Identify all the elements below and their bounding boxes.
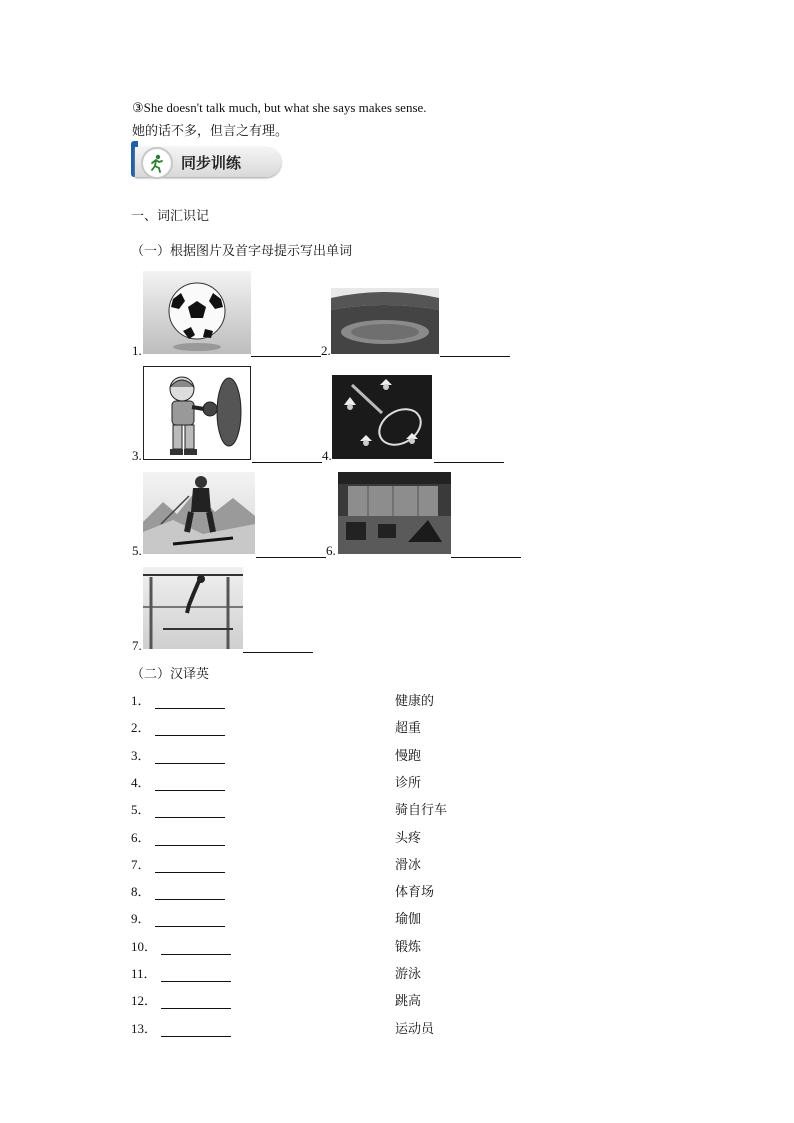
answer-blank[interactable] <box>251 342 321 357</box>
answer-blank[interactable] <box>155 695 225 709</box>
answer-blank[interactable] <box>155 886 225 900</box>
chinese-word: 健康的 <box>395 694 435 709</box>
answer-blank[interactable] <box>434 448 504 463</box>
answer-blank[interactable] <box>161 995 231 1009</box>
row-number: 3． <box>131 747 151 763</box>
item-number: 1. <box>132 343 142 358</box>
answer-blank[interactable] <box>256 543 326 558</box>
soccer-ball-photo <box>143 271 251 354</box>
translation-row <box>131 827 225 847</box>
circled-number: ③ <box>132 100 144 115</box>
answer-blank[interactable] <box>161 1023 231 1037</box>
stadium-photo <box>331 288 439 354</box>
chinese-word: 运动员 <box>395 1021 435 1037</box>
answer-blank[interactable] <box>161 941 231 955</box>
translation-row <box>131 717 225 737</box>
row-number: 8． <box>131 884 151 900</box>
row-number: 13． <box>131 1020 158 1036</box>
answer-blank[interactable] <box>155 859 225 873</box>
sentence-en-text: She doesn't talk much, but what she says makes sense. <box>143 100 427 115</box>
badminton-photo <box>332 375 432 459</box>
answer-blank[interactable] <box>440 342 510 357</box>
banner-title: 同步训练 <box>181 154 242 172</box>
answer-blank[interactable] <box>155 832 225 846</box>
translation-row <box>131 1018 231 1038</box>
answer-blank[interactable] <box>155 777 225 791</box>
answer-blank[interactable] <box>155 913 225 927</box>
example-sentence-en <box>132 100 427 116</box>
answer-blank[interactable] <box>451 543 521 558</box>
row-number: 1． <box>131 693 151 708</box>
answer-blank[interactable] <box>155 750 225 764</box>
example-sentence-zh: 她的话不多，但言之有理。 <box>132 124 289 139</box>
translation-row <box>131 881 225 901</box>
chinese-word: 慢跑 <box>395 748 422 764</box>
row-number: 10． <box>131 938 158 954</box>
answer-blank[interactable] <box>252 448 322 463</box>
chinese-word: 头疼 <box>395 830 422 846</box>
row-number: 11． <box>131 966 157 981</box>
section-banner <box>131 141 283 183</box>
translation-row <box>131 936 231 956</box>
item-number: 2. <box>321 343 331 358</box>
row-number: 2． <box>131 720 151 736</box>
chinese-word: 诊所 <box>395 775 422 791</box>
answer-blank[interactable] <box>161 968 231 982</box>
translation-row <box>131 990 231 1010</box>
chinese-word: 体育场 <box>395 885 435 901</box>
chinese-word: 瑜伽 <box>395 912 422 928</box>
translation-row <box>131 772 225 792</box>
chinese-word: 骑自行车 <box>395 803 448 819</box>
chinese-word: 超重 <box>395 721 422 737</box>
answer-blank[interactable] <box>155 722 225 736</box>
translation-row <box>131 908 225 928</box>
chinese-word: 游泳 <box>395 967 422 982</box>
translation-row <box>131 745 225 765</box>
row-number: 5． <box>131 802 151 818</box>
skier-photo <box>143 472 255 554</box>
translation-row <box>131 963 231 983</box>
item-number: 3. <box>132 448 142 463</box>
boxing-boy-drawing <box>143 366 251 460</box>
item-number: 5. <box>132 543 142 558</box>
chinese-word: 跳高 <box>395 994 422 1010</box>
part-title: （二）汉译英 <box>131 667 210 682</box>
row-number: 7． <box>131 856 151 872</box>
translation-row <box>131 854 225 874</box>
translation-row <box>131 799 225 819</box>
item-number: 7. <box>132 638 142 653</box>
row-number: 6． <box>131 829 151 845</box>
gymnast-photo <box>143 567 243 649</box>
answer-blank[interactable] <box>243 638 313 653</box>
row-number: 9． <box>131 911 151 927</box>
item-number: 6. <box>326 543 336 558</box>
item-number: 4. <box>322 448 332 463</box>
section-title: 一、词汇识记 <box>131 209 210 224</box>
row-number: 4． <box>131 774 151 790</box>
runner-icon <box>141 147 173 179</box>
translation-row <box>131 690 225 710</box>
gym-photo <box>338 472 451 554</box>
row-number: 12． <box>131 993 158 1009</box>
chinese-word: 滑冰 <box>395 857 422 873</box>
part-title: （一）根据图片及首字母提示写出单词 <box>131 244 353 259</box>
answer-blank[interactable] <box>155 804 225 818</box>
chinese-word: 锻炼 <box>395 939 422 955</box>
